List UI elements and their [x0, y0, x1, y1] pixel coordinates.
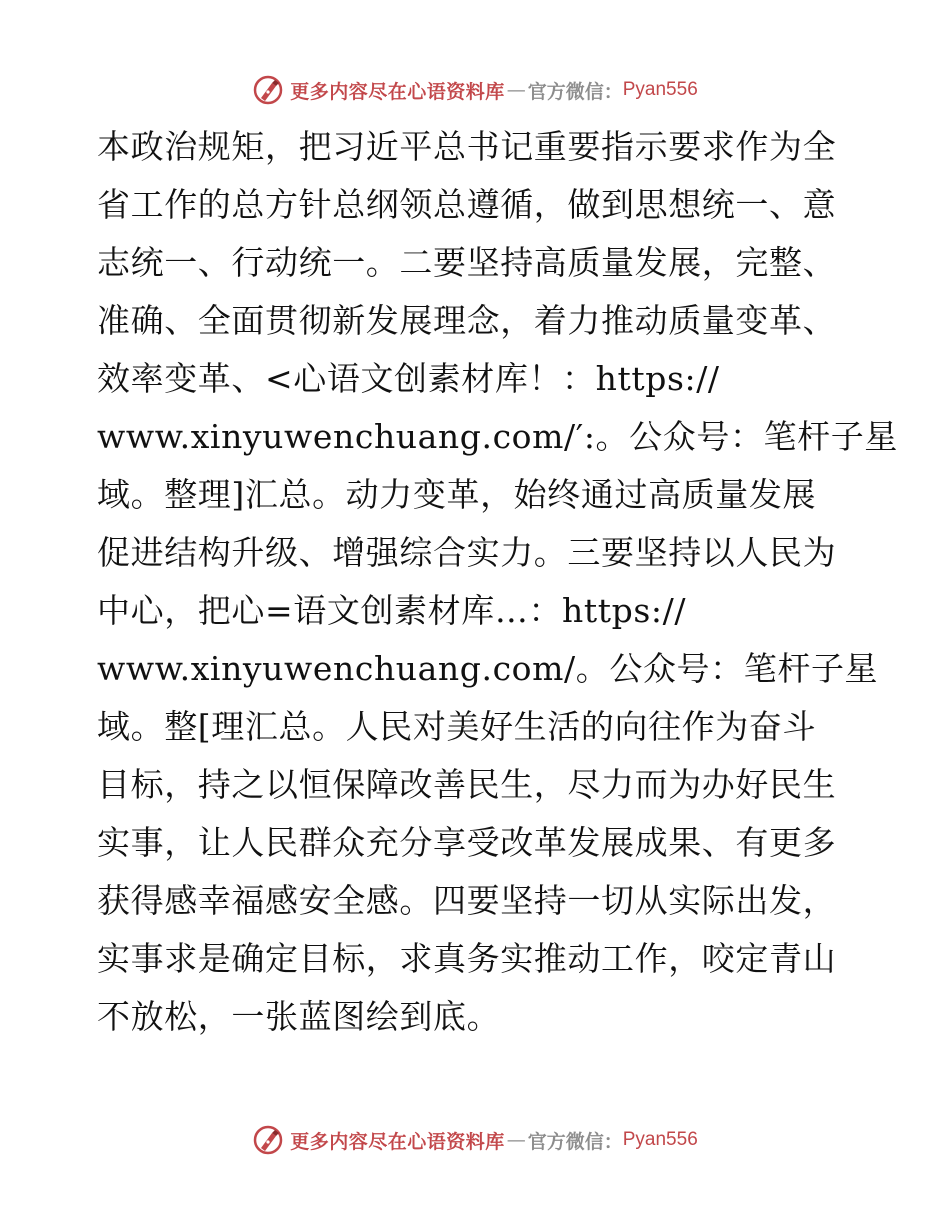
body-line: 域。整[理汇总。人民对美好生活的向往作为奋斗 [97, 707, 817, 746]
body-line: 不放松，一张蓝图绘到底。 [97, 997, 501, 1036]
body-line: 本政治规矩，把习近平总书记重要指示要求作为全 [97, 127, 837, 166]
body-line: 中心，把心=语文创素材库…：https:// [97, 591, 687, 630]
body-line: 准确、全面贯彻新发展理念，着力推动质量变革、 [97, 301, 837, 340]
body-line: 实事求是确定目标，求真务实推动工作，咬定青山 [97, 939, 837, 978]
body-line: 促进结构升级、增强综合实力。三要坚持以人民为 [97, 533, 837, 572]
banner-wechat-label: 官方微信： [527, 1130, 623, 1153]
pen-nib-logo-icon [252, 74, 284, 106]
body-line: 实事，让人民群众充分享受改革发展成果、有更多 [97, 823, 837, 862]
document-body [97, 118, 898, 1046]
banner-title: 更多内容尽在心语资料库 [290, 80, 505, 103]
banner-wechat-label: 官方微信： [527, 80, 623, 103]
banner-separator: — [506, 1129, 526, 1151]
body-line: 志统一、行动统一。二要坚持高质量发展，完整、 [97, 243, 837, 282]
body-line: www.xinyuwenchuang.com/′:。公众号：笔杆子星 [97, 417, 898, 456]
body-line: 目标，持之以恒保障改善民生，尽力而为办好民生 [97, 765, 837, 804]
body-line: 域。整理]汇总。动力变革，始终通过高质量发展 [97, 475, 817, 514]
banner-separator: — [506, 79, 526, 101]
body-line: 省工作的总方针总纲领总遵循，做到思想统一、意 [97, 185, 837, 224]
banner-title: 更多内容尽在心语资料库 [290, 1130, 505, 1153]
body-line: www.xinyuwenchuang.com/。公众号：笔杆子星 [97, 649, 879, 688]
banner-wechat-id: Pyan556 [622, 79, 698, 100]
body-line: 效率变革、<心语文创素材库！：https:// [97, 359, 720, 398]
footer-banner [0, 1120, 950, 1160]
banner-wechat-id: Pyan556 [622, 1129, 698, 1150]
body-line: 获得感幸福感安全感。四要坚持一切从实际出发， [97, 881, 837, 920]
header-banner [0, 70, 950, 110]
pen-nib-logo-icon [252, 1124, 284, 1156]
